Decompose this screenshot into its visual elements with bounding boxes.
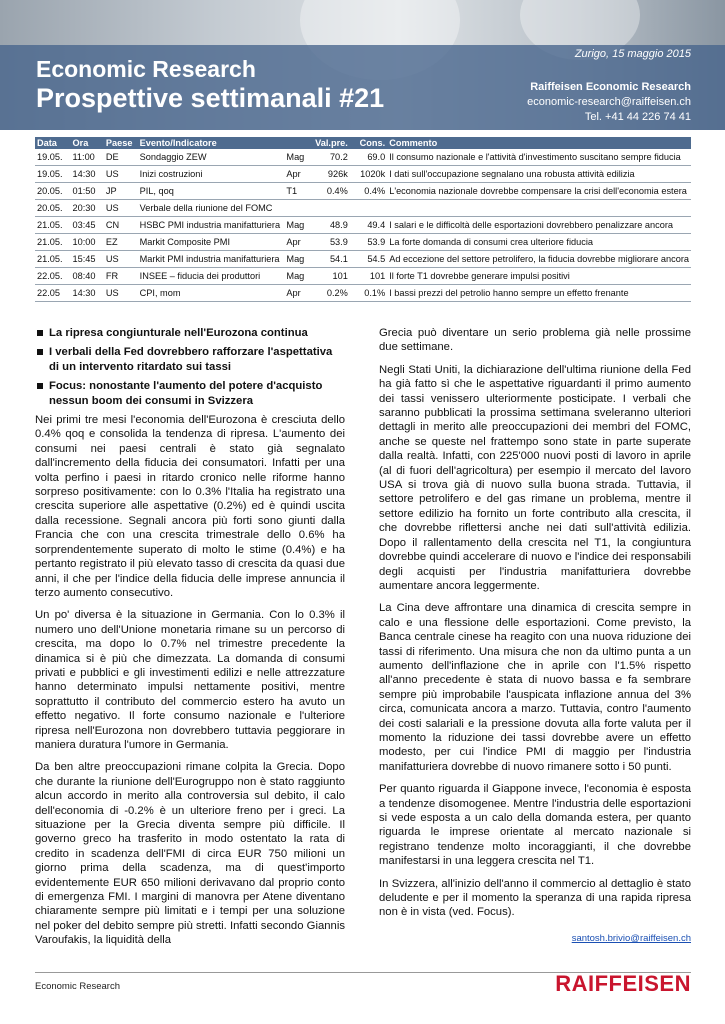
cell-country: DE [104,149,138,166]
column-header-date: Data [35,137,70,149]
cell-date: 20.05. [35,183,70,200]
cell-comment: L'economia nazionale dovrebbe compensare la crisi dell'economia estera [387,183,691,200]
cell-period: Mag [284,149,310,166]
economic-calendar-table [35,137,691,302]
cell-consensus: 0.4% [350,183,387,200]
body-paragraph: Un po' diversa è la situazione in Germania. Con lo 0.3% il numero uno dell'Unione monetaria rimane su un percorso di crescita, ma dopo lo 0.7% nel trimestre precedente la dinamica si è più che dimezzata. La domanda di consumi privati e pubblici e gli investimenti edilizi e nelle attrezzature hanno determinato impulsi nettamente positivi, mentre soprattutto il contributo del commercio estero ha avuto un effetto negativo. Il forte consumo nazionale e l'ulteriore ripresa nell'Eurozona non dovrebbero tuttavia peggiorare in maniera duratura l'umore in Germania. [35,609,345,751]
cell-comment: Ad eccezione del settore petrolifero, la fiducia dovrebbe migliorare ancora [387,251,691,268]
table-row [35,285,691,302]
cell-event: INSEE – fiducia dei produttori [138,268,285,285]
header-banner [0,0,725,130]
column-header-event: Evento/Indicatore [138,137,285,149]
cell-country: EZ [104,234,138,251]
cell-comment: La forte domanda di consumi crea ulteriore fiducia [387,234,691,251]
cell-time: 08:40 [70,268,103,285]
body-paragraph: Grecia può diventare un serio problema già nelle prossime due settimane. [379,327,691,354]
table-row [35,166,691,183]
cell-date: 19.05. [35,166,70,183]
cell-event: HSBC PMI industria manifatturiera [138,217,285,234]
cell-previous: 54.1 [310,251,350,268]
cell-previous [310,200,350,217]
cell-date: 21.05. [35,251,70,268]
table-row [35,234,691,251]
cell-date: 22.05. [35,268,70,285]
footer-label: Economic Research [35,981,121,992]
cell-previous: 48.9 [310,217,350,234]
key-point: Focus: nonostante l'aumento del potere d'acquisto nessun boom dei consumi in Svizzera [35,379,345,408]
column-header-period [284,137,310,149]
table-row [35,217,691,234]
cell-time: 01:50 [70,183,103,200]
cell-period [284,200,310,217]
column-header-time: Ora [70,137,103,149]
cell-event: PIL, qoq [138,183,285,200]
column-header-previous: Val.pre. [310,137,350,149]
right-column [379,326,691,928]
cell-date: 22.05 [35,285,70,302]
body-paragraph: Da ben altre preoccupazioni rimane colpita la Grecia. Dopo che durante la riunione dell'Eurogruppo non è stato raggiunto alcun accordo in merito alla controversia sul debito, il calo dell'economia di -0.2% è un ulteriore freno per i greci. La situazione per la Grecia diventa sempre più difficile. Il governo greco ha trasferito in modo ostentato la rata di credito in scadenza dell'FMI di circa EUR 750 milioni un giorno prima della scadenza, ma di quest'importo evidentemente EUR 650 milioni derivavano dal proprio conto di emergenza FMI. I margini di manovra per Atene diventano chiaramente sempre più limitati e i tempi per una soluzione nel poker del debito sempre più stretti. Infatti secondo Giannis Varoufakis, la liquidità della [35,761,345,947]
cell-event: Inizi costruzioni [138,166,285,183]
cell-event: Markit PMI industria manifatturiera [138,251,285,268]
cell-time: 15:45 [70,251,103,268]
cell-previous: 70.2 [310,149,350,166]
cell-comment: Il consumo nazionale e l'attività d'investimento suscitano sempre fiducia [387,149,691,166]
org-phone: Tel. +41 44 226 74 41 [584,111,691,123]
bullet-square-icon [37,383,43,389]
body-paragraph: In Svizzera, all'inizio dell'anno il commercio al dettaglio è stato deludente e per il momento la speranza di una rapida ripresa non è in vista (ved. Focus). [379,877,691,919]
report-date: Zurigo, 15 maggio 2015 [574,48,691,60]
key-points-list [35,326,345,408]
body-paragraph: Nei primi tre mesi l'economia dell'Eurozona è cresciuta dello 0.4% qoq e consolida la tendenza di ripresa. L'aumento dei consumi nei paesi centrali è stato già segnalato dall'incremento della fiducia dei consumatori. Infatti per una volta perfino i paesi in ritardo cronico nelle riforme hanno sorpreso positivamente: con lo 0.3% l'Italia ha registrato una crescita superiore alle aspettative (0.2%) ed è quindi uscita dalla recessione. Segnali ancora più forti sono giunti dalla Francia che con una crescita trimestrale dello 0.6% ha sorprendentemente superato di molto le stime (0.4%) e ha pertanto registrato il più elevato tasso di crescita da quasi due anni, il che per l'indice della fiducia delle imprese annuncia il terzo aumento consecutivo. [35,414,345,599]
cell-comment [387,200,691,217]
cell-date: 21.05. [35,217,70,234]
key-point: La ripresa congiunturale nell'Eurozona continua [35,326,345,340]
table-row [35,200,691,217]
cell-consensus: 69.0 [350,149,387,166]
left-column [35,326,345,956]
cell-period: Mag [284,268,310,285]
cell-event: CPI, mom [138,285,285,302]
cell-country: US [104,166,138,183]
cell-time: 14:30 [70,285,103,302]
cell-previous: 926k [310,166,350,183]
cell-event: Sondaggio ZEW [138,149,285,166]
cell-period: Apr [284,166,310,183]
cell-date: 19.05. [35,149,70,166]
cell-time: 14:30 [70,166,103,183]
column-header-comment: Commento [387,137,691,149]
table-header-row [35,137,691,149]
cell-period: Apr [284,234,310,251]
bullet-square-icon [37,349,43,355]
cell-previous: 0.2% [310,285,350,302]
cell-consensus: 1020k [350,166,387,183]
cell-country: US [104,251,138,268]
bullet-square-icon [37,330,43,336]
cell-date: 21.05. [35,234,70,251]
cell-consensus: 53.9 [350,234,387,251]
cell-consensus [350,200,387,217]
cell-country: FR [104,268,138,285]
cell-period: Apr [284,285,310,302]
cell-consensus: 0.1% [350,285,387,302]
cell-period: Mag [284,217,310,234]
table-body [35,149,691,302]
cell-previous: 53.9 [310,234,350,251]
cell-time: 03:45 [70,217,103,234]
column-header-country: Paese [104,137,138,149]
cell-period: Mag [284,251,310,268]
key-point: I verbali della Fed dovrebbero rafforzare l'aspettativa di un intervento ritardato sui tassi [35,345,345,374]
report-series-title: Economic Research [36,56,256,82]
cell-country: US [104,285,138,302]
cell-consensus: 101 [350,268,387,285]
table-row [35,183,691,200]
cell-country: JP [104,183,138,200]
body-paragraph: Negli Stati Uniti, la dichiarazione dell'ultima riunione della Fed ha già fatto sì che le aspettative riguardanti il primo aumento dei tassi venissero ulteriormente posticipate. I verbali che saranno pubblicati la prossima settimana sveleranno ulteriori dettagli in merito alle preoccupazioni dei membri del FOMC, anche se queste nel frattempo sono state in parte superate dalla realtà. Infatti, con 225'000 nuovi posti di lavoro in aprile (al di fuori dell'agricoltura) per esempio il mercato del lavoro USA si trova già di nuovo sulla buona strada. Tuttavia, il settore petrolifero e del gas rimane un problema, mentre il settore edilizio ha fornito un forte contributo alla crescita, il che dovrebbe riflettersi anche nei dati sull'attività edilizia. Dopo il rallentamento della crescita nel T1, la congiuntura dovrebbe quindi accelerare di nuovo e l'indice dei responsabili degli acquisti per l'industria manifatturiera dovrebbe aumentare ancora leggermente. [379,363,691,592]
cell-consensus: 54.5 [350,251,387,268]
report-title: Prospettive settimanali #21 [36,83,385,113]
cell-time: 10:00 [70,234,103,251]
org-name: Raiffeisen Economic Research [530,81,691,93]
cell-previous: 101 [310,268,350,285]
cell-period: T1 [284,183,310,200]
body-paragraph: La Cina deve affrontare una dinamica di crescita sempre in calo e una flessione delle esportazioni. Come previsto, la Banca centrale cinese ha reagito con una nuova riduzione dei tassi di riferimento. Una misura che non da ultimo punta a un aumento dell'inflazione che in aprile con l'1.5% rispetto all'anno precedente è stata di nuovo bassa e fa sembrare sempre più improbabile l'auspicata inflazione annua del 3% circa, comunicata ancora a marzo. Tuttavia, contro l'aumento dei costi salariali e la pressione dovuta alla forte valuta per il momento la riduzione dei tassi dovrebbe avere un effetto modesto, per cui l'indice PMI di maggio per l'industria manifatturiera dovrebbe di nuovo rimanere sotto i 50 punti. [379,602,691,773]
cell-date: 20.05. [35,200,70,217]
cell-time: 11:00 [70,149,103,166]
body-paragraph: Per quanto riguarda il Giappone invece, l'economia è esposta a tendenze disomogenee. Mentre l'industria delle esportazioni si vede esposta a un calo della domanda estera, per quanto riguarda le imprese orientate al mercato nazionale si registrano tendenze molto incoraggianti, il che dovrebbe manifestarsi in una leggera crescita nel T1. [379,783,691,868]
table-row [35,149,691,166]
column-header-consensus: Cons. [350,137,387,149]
raiffeisen-logo: RAIFFEISEN [555,971,691,996]
table-row [35,251,691,268]
cell-time: 20:30 [70,200,103,217]
cell-comment: Il forte T1 dovrebbe generare impulsi positivi [387,268,691,285]
cell-previous: 0.4% [310,183,350,200]
cell-comment: I dati sull'occupazione segnalano una robusta attività edilizia [387,166,691,183]
table-row [35,268,691,285]
cell-event: Markit Composite PMI [138,234,285,251]
cell-country: CN [104,217,138,234]
cell-comment: I bassi prezzi del petrolio hanno sempre un effetto frenante [387,285,691,302]
cell-event: Verbale della riunione del FOMC [138,200,285,217]
cell-comment: I salari e le difficoltà delle esportazioni dovrebbero penalizzare ancora [387,217,691,234]
cell-country: US [104,200,138,217]
org-email: economic-research@raiffeisen.ch [527,96,691,108]
author-email-link[interactable]: santosh.brivio@raiffeisen.ch [571,933,691,944]
cell-consensus: 49.4 [350,217,387,234]
